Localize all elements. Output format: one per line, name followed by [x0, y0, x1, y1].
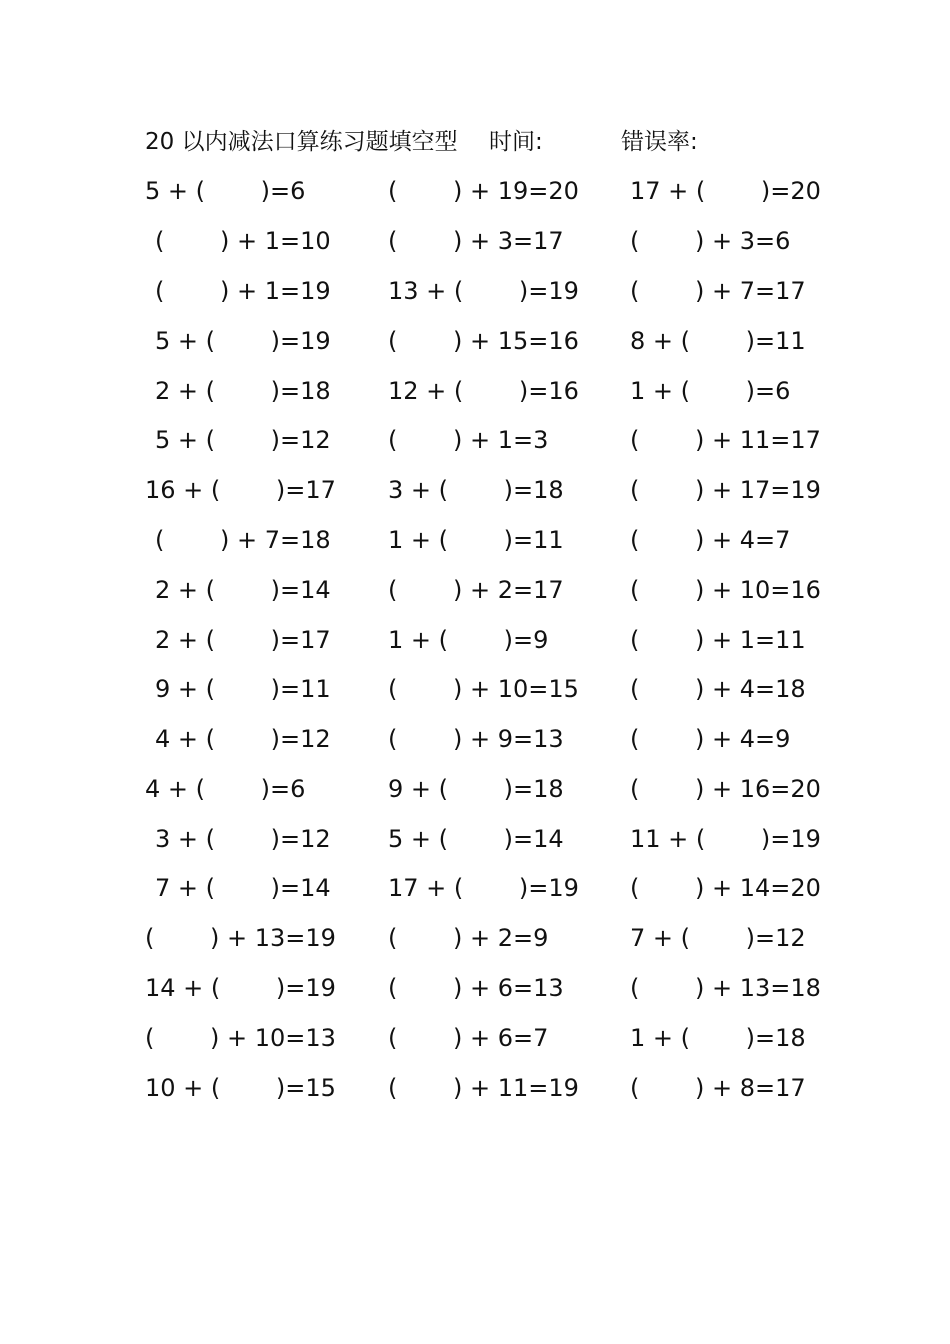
- problem-item: ( ) + 17=19: [630, 476, 821, 504]
- problem-item: 2 + ( )=14: [155, 576, 331, 604]
- worksheet-header: [145, 124, 825, 160]
- problem-item: ( ) + 6=13: [388, 974, 564, 1002]
- problem-row: [0, 422, 950, 458]
- problem-row: [0, 671, 950, 707]
- problem-row: [0, 522, 950, 558]
- problem-item: 3 + ( )=12: [155, 825, 331, 853]
- problem-item: 10 + ( )=15: [145, 1074, 336, 1102]
- problem-item: 12 + ( )=16: [388, 377, 579, 405]
- problem-item: 5 + ( )=14: [388, 825, 564, 853]
- problem-row: [0, 622, 950, 658]
- problem-row: [0, 771, 950, 807]
- problem-item: 3 + ( )=18: [388, 476, 564, 504]
- problem-item: 1 + ( )=6: [630, 377, 791, 405]
- problem-row: [0, 572, 950, 608]
- problem-item: ( ) + 15=16: [388, 327, 579, 355]
- problem-item: 17 + ( )=19: [388, 874, 579, 902]
- problem-item: ( ) + 4=9: [630, 725, 791, 753]
- problem-row: [0, 870, 950, 906]
- problem-item: 9 + ( )=18: [388, 775, 564, 803]
- problem-item: 1 + ( )=9: [388, 626, 549, 654]
- problem-item: ( ) + 2=17: [388, 576, 564, 604]
- problem-item: ( ) + 11=17: [630, 426, 821, 454]
- problem-item: ( ) + 2=9: [388, 924, 549, 952]
- problem-item: ( ) + 8=17: [630, 1074, 806, 1102]
- problem-item: ( ) + 1=3: [388, 426, 549, 454]
- problem-row: [0, 821, 950, 857]
- problem-item: 5 + ( )=19: [155, 327, 331, 355]
- problem-item: ( ) + 11=19: [388, 1074, 579, 1102]
- worksheet-title: 20 以内减法口算练习题填空型: [145, 129, 458, 155]
- problem-item: 13 + ( )=19: [388, 277, 579, 305]
- problem-item: 2 + ( )=18: [155, 377, 331, 405]
- problem-item: 14 + ( )=19: [145, 974, 336, 1002]
- problem-item: ( ) + 3=6: [630, 227, 791, 255]
- problem-item: ( ) + 1=19: [155, 277, 331, 305]
- problem-item: 5 + ( )=12: [155, 426, 331, 454]
- problem-item: ( ) + 4=7: [630, 526, 791, 554]
- problem-row: [0, 970, 950, 1006]
- problem-row: [0, 472, 950, 508]
- problem-item: ( ) + 9=13: [388, 725, 564, 753]
- problem-item: 9 + ( )=11: [155, 675, 331, 703]
- problem-item: 17 + ( )=20: [630, 177, 821, 205]
- problem-item: 7 + ( )=14: [155, 874, 331, 902]
- problem-row: [0, 721, 950, 757]
- problem-item: 16 + ( )=17: [145, 476, 336, 504]
- problem-row: [0, 173, 950, 209]
- problem-item: 11 + ( )=19: [630, 825, 821, 853]
- problem-row: [0, 1020, 950, 1056]
- problem-item: ( ) + 14=20: [630, 874, 821, 902]
- problem-row: [0, 373, 950, 409]
- problem-item: ( ) + 10=16: [630, 576, 821, 604]
- problem-item: 1 + ( )=18: [630, 1024, 806, 1052]
- problem-row: [0, 920, 950, 956]
- problem-row: [0, 273, 950, 309]
- problem-item: ( ) + 4=18: [630, 675, 806, 703]
- problem-item: 4 + ( )=6: [145, 775, 306, 803]
- problem-row: [0, 323, 950, 359]
- problem-item: ( ) + 19=20: [388, 177, 579, 205]
- problem-item: 2 + ( )=17: [155, 626, 331, 654]
- problem-item: 7 + ( )=12: [630, 924, 806, 952]
- problem-row: [0, 223, 950, 259]
- problem-item: ( ) + 10=13: [145, 1024, 336, 1052]
- problem-item: ( ) + 1=11: [630, 626, 806, 654]
- problem-item: ( ) + 16=20: [630, 775, 821, 803]
- problem-item: ( ) + 7=17: [630, 277, 806, 305]
- problem-item: ( ) + 13=19: [145, 924, 336, 952]
- problem-item: 5 + ( )=6: [145, 177, 306, 205]
- problem-item: 4 + ( )=12: [155, 725, 331, 753]
- problem-item: 8 + ( )=11: [630, 327, 806, 355]
- problem-item: 1 + ( )=11: [388, 526, 564, 554]
- error-rate-label: 错误率:: [621, 129, 698, 155]
- problem-item: ( ) + 7=18: [155, 526, 331, 554]
- problem-item: ( ) + 6=7: [388, 1024, 549, 1052]
- problem-item: ( ) + 1=10: [155, 227, 331, 255]
- problem-item: ( ) + 3=17: [388, 227, 564, 255]
- problem-row: [0, 1070, 950, 1106]
- problem-item: ( ) + 13=18: [630, 974, 821, 1002]
- time-label: 时间:: [489, 129, 543, 155]
- problem-item: ( ) + 10=15: [388, 675, 579, 703]
